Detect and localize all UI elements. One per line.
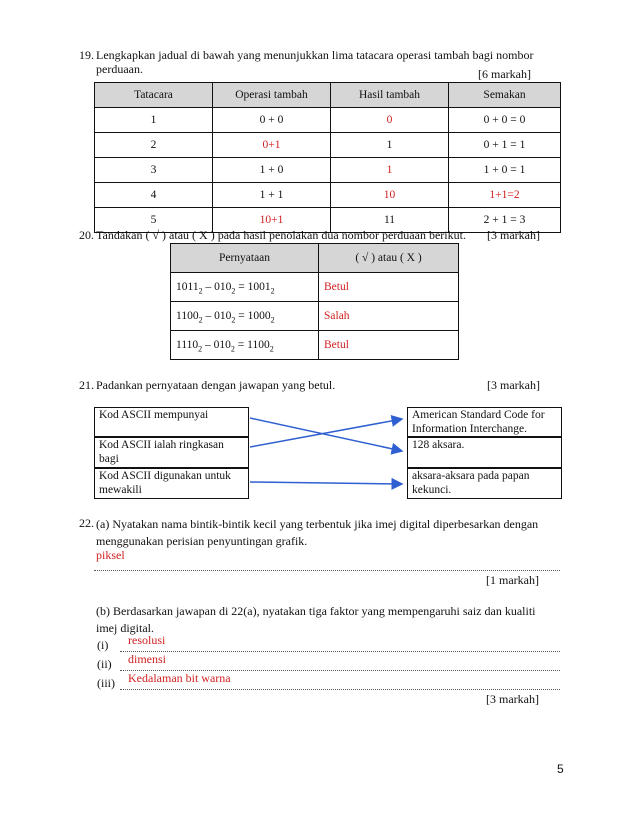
cell: 2 [95, 133, 213, 158]
match-left-1: Kod ASCII mempunyai [94, 407, 249, 437]
q22-item-label: (ii) [97, 657, 112, 671]
cell: 1 + 0 [213, 158, 331, 183]
q22-item-answer: Kedalaman bit warna [128, 671, 231, 685]
q22-marks-a: [1 markah] [486, 573, 539, 587]
q20-marks: [3 markah] [487, 228, 540, 242]
q19-header: Semakan [449, 83, 561, 108]
answer-cell: 10+1 [213, 208, 331, 233]
cell: 4 [95, 183, 213, 208]
q22-answer-a: piksel [96, 548, 125, 562]
cell: 5 [95, 208, 213, 233]
match-right-2: 128 aksara. [407, 437, 562, 468]
answer-line [94, 570, 560, 571]
q20-number: 20. [79, 228, 94, 242]
q21-marks: [3 markah] [487, 378, 540, 392]
answer-cell: 0+1 [213, 133, 331, 158]
cell: 1 [95, 108, 213, 133]
q22-marks-b: [3 markah] [486, 692, 539, 706]
cell: 1 + 1 [213, 183, 331, 208]
arrow-3 [250, 482, 402, 484]
cell: 3 [95, 158, 213, 183]
answer-line [120, 689, 560, 690]
answer-cell: Salah [319, 302, 459, 331]
answer-line [120, 651, 560, 652]
q22-item-label: (i) [97, 638, 109, 652]
q19-header: Hasil tambah [331, 83, 449, 108]
q22-part-a: (a) Nyatakan nama bintik-bintik kecil yang terbentuk jika imej digital diperbesarkan dengan menggunakan perisian penyuntingan grafik. [96, 517, 539, 548]
answer-cell: 1+1=2 [449, 183, 561, 208]
cell: 0 + 0 = 0 [449, 108, 561, 133]
cell: 1 [331, 133, 449, 158]
answer-cell: 10 [331, 183, 449, 208]
q20-header: Pernyataan [171, 244, 319, 273]
q22-item-answer: resolusi [128, 633, 166, 647]
match-left-3: Kod ASCII digunakan untuk mewakili [94, 468, 249, 499]
q20-text: Tandakan ( √ ) atau ( X ) pada hasil penolakan dua nombor perduaan berikut. [96, 228, 466, 242]
q22-number: 22. [79, 516, 94, 530]
statement: $1011_2 - 010_2 = 1001_2$ [171, 273, 319, 302]
statement: $1100_2 - 010_2 = 1000_2$ [171, 302, 319, 331]
answer-cell: Betul [319, 273, 459, 302]
cell: 1 + 0 = 1 [449, 158, 561, 183]
answer-cell: 0 [331, 108, 449, 133]
statement: $1110_2 - 010_2 = 1100_2$ [171, 331, 319, 360]
answer-cell: Betul [319, 331, 459, 360]
cell: 0 + 0 [213, 108, 331, 133]
q19-number: 19. [79, 48, 94, 62]
cell: 0 + 1 = 1 [449, 133, 561, 158]
q21-text: Padankan pernyataan dengan jawapan yang betul. [96, 378, 336, 392]
answer-cell: 1 [331, 158, 449, 183]
page-number: 5 [557, 762, 564, 776]
q19-marks: [6 markah] [478, 67, 531, 81]
match-left-2: Kod ASCII ialah ringkasan bagi [94, 437, 249, 468]
q22-item-label: (iii) [97, 676, 115, 690]
match-right-1: American Standard Code for Information Interchange. [407, 407, 562, 437]
q22-part-b: (b) Berdasarkan jawapan di 22(a), nyatakan tiga faktor yang mempengaruhi saiz dan kualiti imej digital. [96, 604, 536, 635]
q21-number: 21. [79, 378, 94, 392]
q20-header: ( √ ) atau ( X ) [319, 244, 459, 273]
q19-header: Tatacara [95, 83, 213, 108]
q19-header: Operasi tambah [213, 83, 331, 108]
cell: 11 [331, 208, 449, 233]
match-right-3: aksara-aksara pada papan kekunci. [407, 468, 562, 499]
q19-text: Lengkapkan jadual di bawah yang menunjukkan lima tatacara operasi tambah bagi nombor perduaan. [96, 48, 534, 76]
cell: 2 + 1 = 3 [449, 208, 561, 233]
q22-item-answer: dimensi [128, 652, 166, 666]
